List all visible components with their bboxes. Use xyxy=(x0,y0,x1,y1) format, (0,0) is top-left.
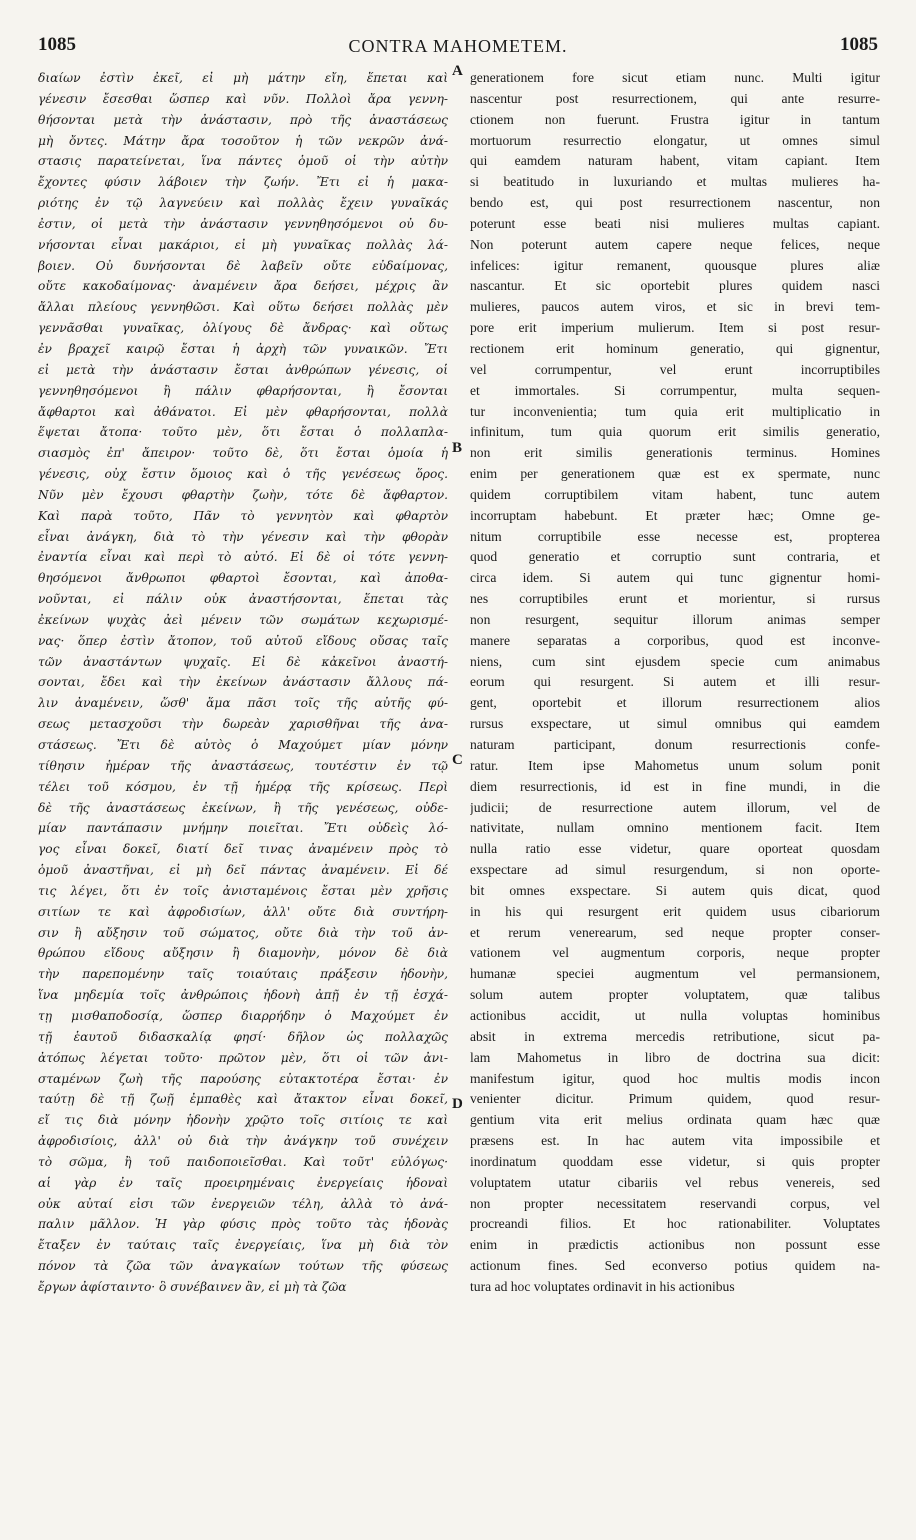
text-line: θήσονται μετὰ τὴν ἀνάστασιν, πρὸ τῆς ἀναστάσεως xyxy=(38,112,448,127)
text-line: ratur. Item ipse Mahometus unum solum ponit xyxy=(470,757,880,773)
text-line: ἀφροδισίοις, ἀλλ' οὐ διὰ τὴν ἀνάγκην τοῦ συνέχειν xyxy=(38,1134,448,1149)
text-line: nativitate, nullam omnino mentionem facit. Item xyxy=(470,820,880,836)
text-line: nascentur post resurrectionem, qui ante resurre- xyxy=(470,90,880,106)
text-line: σιασμὸς ἐπ' ἄπειρον· τοῦτο δὲ, ὅτι ἔσται ὁμοία ἡ xyxy=(38,446,448,461)
text-line: νοῦνται, εἰ πάλιν οὐκ ἀναστήσονται, ἕπεται τὰς xyxy=(38,592,448,607)
text-line: εἶναι ἀνάγκη, διὰ τὸ τὴν γένεσιν καὶ τὴν φθορὰν xyxy=(38,529,448,544)
text-line: manere separatas a corporibus, quod est inconve- xyxy=(470,632,880,648)
text-line: λιν ἀναμένειν, ὥσθ' ἅμα πᾶσι τοῖς τῆς αὐτῆς φύ- xyxy=(38,696,448,711)
section-marker-c: C xyxy=(452,752,463,768)
text-line: ὁμοῦ ἀναστῆναι, εἰ μὴ δεῖ πάντας ἀναμένειν. Εἰ δέ xyxy=(38,863,448,878)
text-line: solum autem propter voluptatem, quæ talibus xyxy=(470,987,880,1003)
text-line: vel corrumpentur, vel erunt incorruptibiles xyxy=(470,361,880,377)
text-line: mortuorum resurrectio elongatur, ut omnes simul xyxy=(470,132,880,148)
text-line: pore erit imperium mulierum. Item si post resur- xyxy=(470,320,880,336)
text-line: generationem fore sicut etiam nunc. Multi igitur xyxy=(470,70,880,85)
greek-text-column xyxy=(38,68,448,1298)
text-line: οὐκ αὐταί εἰσι τῶν ἐνεργειῶν τέλη, ἀλλὰ τὸ ἀνά- xyxy=(38,1196,448,1211)
text-line: ἄλλαι πλείους γεννηθῶσι. Καὶ οὕτω δεήσει πολλὰς μὲν xyxy=(38,300,448,315)
text-line: nitum corruptibile esse necesse est, propterea xyxy=(470,528,880,544)
text-line: ἐναντία εἶναι καὶ περὶ τὸ αὐτό. Εἰ δὲ οἱ τότε γεννη- xyxy=(38,550,448,565)
text-line: ταύτῃ δὲ τῇ ζωῇ ἐμπαθὲς καὶ ἄτακτον εἶναι δοκεῖ, xyxy=(38,1092,448,1107)
text-line: θρώπου εἴδους αὔξησιν ἢ διαμονὴν, μόνον δὲ διὰ xyxy=(38,946,448,961)
text-line: εἴ τις διὰ μόνην ἡδονὴν χρῷτο τοῖς σιτίοις τε καὶ xyxy=(38,1113,448,1128)
section-marker-d: D xyxy=(452,1096,463,1112)
text-line: actionum fines. Sed econverso potius quidem na- xyxy=(470,1258,880,1274)
text-line: σιν ἢ αὔξησιν τοῦ σώματος, οὔτε διὰ τὴν τοῦ ἀν- xyxy=(38,925,448,940)
text-line: eorum qui resurgent. Si autem et illi resur- xyxy=(470,674,880,690)
text-line: enim per generationem quæ est ex spermate, nunc xyxy=(470,466,880,482)
text-line: exspectare ad simul resurgendum, si non oporte- xyxy=(470,862,880,878)
text-line: ἵνα μηδεμία τοῖς ἀνθρώποις ἡδονὴ ἀπῇ ἐν τῇ ἐσχά- xyxy=(38,988,448,1003)
text-line: νας· ὅπερ ἐστὶν ἄτοπον, τοῦ αὐτοῦ εἴδους οὔσας ταῖς xyxy=(38,633,448,648)
text-line: venienter dicitur. Primum quidem, quod resur- xyxy=(470,1091,880,1107)
text-line: gent, oportebit et illorum resurrectionem alios xyxy=(470,695,880,711)
text-line: tura ad hoc voluptates ordinavit in his actionibus xyxy=(470,1278,735,1294)
section-marker-b: B xyxy=(452,440,463,456)
text-line: τῇ ἑαυτοῦ διδασκαλίᾳ φησί· δῆλον ὡς πολλαχῶς xyxy=(38,1029,448,1044)
text-line: nulla ratio esse videtur, quare oporteat quosdam xyxy=(470,841,880,857)
text-line: non erit similis generationis terminus. Homines xyxy=(470,445,880,461)
text-line: τίθησιν ἡμέραν τῆς ἀναστάσεως, τουτέστιν ἐν τῷ xyxy=(38,758,448,773)
text-line: quidem corruptibilem vitam habent, tunc autem xyxy=(470,486,880,502)
text-line: γένεσιν ἔσεσθαι ὥσπερ καὶ νῦν. Πολλοὶ ἄρα γεννη- xyxy=(38,91,448,106)
running-title: CONTRA MAHOMETEM. xyxy=(348,36,568,56)
text-line: incorruptam habebunt. Et præter hæc; Omne ge- xyxy=(470,507,880,523)
text-line: præsens est. In hac autem vita impossibile et xyxy=(470,1133,880,1149)
text-line: οὔτε κακοδαίμονας· ἀναμένειν ἄρα δεήσει, μέχρις ἂν xyxy=(38,279,448,294)
text-line: nascantur. Et sic oportebit plures quidem nasci xyxy=(470,278,880,294)
text-line: manifestum igitur, quod hoc multis modis incon xyxy=(470,1070,880,1086)
section-marker-a: A xyxy=(452,63,463,79)
text-line: τὸ σῶμα, ἢ τοῦ παιδοποιεῖσθαι. Καὶ τοῦτ' εὐλόγως· xyxy=(38,1154,448,1169)
text-line: στασις παρατείνεται, ἵνα πάντες ὁμοῦ οἱ τὴν αὐτὴν xyxy=(38,154,448,169)
text-line: in his qui resurgent erit quidem usus cibariorum xyxy=(470,903,880,919)
text-line: ἄφθαρτοι καὶ ἀθάνατοι. Εἰ μὲν φθαρήσονται, πολλὰ xyxy=(38,404,448,419)
text-line: γεννᾶσθαι γυναῖκας, ὀλίγους δὲ ἄνδρας· καὶ οὕτως xyxy=(38,321,448,336)
text-line: lam Mahometus in libro de doctrina sua dicit: xyxy=(470,1049,880,1065)
text-line: σιτίων τε καὶ ἀφροδισίων, ἀλλ' οὔτε διὰ συντήρη- xyxy=(38,904,448,919)
text-line: γος εἶναι δοκεῖ, διατί δεῖ τινας ἀναμένειν πρὸς τὸ xyxy=(38,842,448,857)
text-line: Καὶ παρὰ τοῦτο, Πᾶν τὸ γεννητὸν καὶ φθαρτὸν xyxy=(38,508,448,523)
text-line: Νῦν μὲν ἔχουσι φθαρτὴν ζωὴν, τότε δὲ ἄφθαρτον. xyxy=(38,487,448,502)
text-line: poterunt esse beati nisi mulieres multas capiant. xyxy=(470,215,880,231)
text-line: infelices: igitur remanent, quousque plures aliæ xyxy=(470,257,880,273)
text-line: niens, cum sint ejusdem specie cum animabus xyxy=(470,653,880,669)
text-line: si beatitudo in luxuriando et multas mulieres ha- xyxy=(470,174,880,190)
text-line: qui eamdem naturam habent, vitam capiant. Item xyxy=(470,153,880,169)
text-line: σταμένων ζωὴ τῆς παρούσης εὐτακτοτέρα ἔσται· ἐν xyxy=(38,1071,448,1086)
text-line: tur inconvenientia; tum quia erit multiplicatio in xyxy=(470,403,880,419)
text-line: procreandi filios. Et hoc rationabiliter. Voluptates xyxy=(470,1216,880,1232)
text-line: δὲ τῆς ἀναστάσεως ἐκείνων, ἢ τῆς γενέσεως, οὐδε- xyxy=(38,800,448,815)
text-line: γεννηθησόμενοι ἢ πάλιν φθαρήσονται, ἢ ἔσονται xyxy=(38,383,448,398)
text-line: εἰ μετὰ τὴν ἀνάστασιν ἔσται ἀνθρώπων γένεσις, οἱ xyxy=(38,362,448,377)
text-line: ἐστιν, οἱ μετὰ τὴν ἀνάστασιν γεννηθησόμενοι οὐ δυ- xyxy=(38,216,448,231)
text-line: voluptatem utatur cibariis vel rebus venereis, sed xyxy=(470,1174,880,1190)
text-line: absit in extrema mercedis retributione, sicut pa- xyxy=(470,1028,880,1044)
text-line: nes corruptibiles erunt et morientur, si rursus xyxy=(470,591,880,607)
running-header xyxy=(38,24,878,60)
text-line: infinitum, tum quia quorum erit similis generatio, xyxy=(470,424,880,440)
text-line: inordinatum quoddam esse videtur, si quis propter xyxy=(470,1153,880,1169)
text-line: bit omnes exspectare. Si autem quis dicat, quod xyxy=(470,882,880,898)
text-line: mulieres, paucos autem viros, et sic in brevi tem- xyxy=(470,299,880,315)
text-line: circa idem. Si autem qui tunc gignentur homi- xyxy=(470,570,880,586)
text-line: Non poterunt autem capere neque felices, neque xyxy=(470,236,880,252)
text-line: ἀτόπως λέγεται τοῦτο· πρῶτον μὲν, ὅτι οἱ τῶν ἀνι- xyxy=(38,1050,448,1065)
text-line: rectionem erit hominum generatio, qui gignentur, xyxy=(470,340,880,356)
text-line: πόνον τὰ ζῶα τῶν ἀναγκαίων τούτων τῆς φύσεως xyxy=(38,1259,448,1274)
text-line: humanæ speciei augmentum vel permansionem, xyxy=(470,966,880,982)
text-line: βοιεν. Οὐ δυνήσονται δὲ λαβεῖν οὔτε εὐδαίμονας, xyxy=(38,258,448,273)
text-line: τὴν παρεπομένην ταῖς τοιαύταις πράξεσιν ἡδονὴν, xyxy=(38,967,448,982)
latin-text-column xyxy=(470,68,880,1298)
text-line: μίαν παντάπασιν μνήμην ποιεῖται. Ἔτι οὐδεὶς λό- xyxy=(38,821,448,836)
text-line: τέλει τοῦ κόσμου, ἐν τῇ ἡμέρᾳ τῆς κρίσεως. Περὶ xyxy=(38,779,448,794)
text-line: vationem vel augmentum corporis, neque propter xyxy=(470,945,880,961)
text-line: actionibus accidit, ut nulla voluptas hominibus xyxy=(470,1007,880,1023)
text-line: ριότης ἐν τῷ λαγνεύειν καὶ πολλὰς ἔχειν γυναῖκάς xyxy=(38,196,448,211)
text-line: τῶν ἀναστάντων ψυχαῖς. Εἰ δὲ κἀκεῖνοι ἀναστή- xyxy=(38,654,448,669)
text-line: τις λέγει, ὅτι ἐν τοῖς ἀνισταμένοις ἔσται μὲν χρῆσις xyxy=(38,883,448,898)
text-line: σεως μετασχοῦσι τὴν δωρεὰν χαρισθῆναι τῆς ἀνα- xyxy=(38,717,448,732)
text-line: bendo est, qui post resurrectionem nascentur, non xyxy=(470,195,880,211)
text-line: ctionem non fuerunt. Frustra igitur in tantum xyxy=(470,111,880,127)
text-line: et rerum venerearum, sed neque propter conser- xyxy=(470,924,880,940)
text-line: αἱ γὰρ ἐν ταῖς προειρημέναις ἐνεργείαις ἡδοναὶ xyxy=(38,1175,448,1190)
text-line: judicii; de resurrectione autem illorum, vel de xyxy=(470,799,880,815)
text-line: σονται, ἔδει καὶ τὴν ἐκείνων ἀνάστασιν ἄλλους πά- xyxy=(38,675,448,690)
right-page-number: 1085 xyxy=(840,34,878,55)
text-line: θησόμενοι ἄνθρωποι φθαρτοὶ ἔσονται, καὶ ἀποθα- xyxy=(38,571,448,586)
text-line: νήσονται εἶναι μακάριοι, εἰ μὴ γυναῖκας πολλὰς λά- xyxy=(38,237,448,252)
text-line: naturam participant, donum resurrectionis confe- xyxy=(470,737,880,752)
text-line: παλιν μᾶλλον. Ἡ γὰρ φύσις πρὸς τοῦτο τὰς ἡδονὰς xyxy=(38,1217,448,1232)
text-line: non resurgent, sequitur illorum animas semper xyxy=(470,611,880,627)
text-line: ἐν βραχεῖ καιρῷ ἔσται ἡ ἀρχὴ τῶν γυναικῶν. Ἔτι xyxy=(38,341,448,356)
text-line: στάσεως. Ἔτι δὲ αὐτὸς ὁ Μαχούμετ μίαν μόνην xyxy=(38,738,448,752)
text-line: διαίων ἐστὶν ἐκεῖ, εἰ μὴ μάτην εἴη, ἕπεται καὶ xyxy=(38,71,448,85)
text-line: ἔταξεν ἐν ταύταις ταῖς ἐνεργείαις, ἵνα μὴ διὰ τὸν xyxy=(38,1238,448,1253)
text-line: γένεσις, οὐχ ἔστιν ὅμοιος καὶ ὁ τῆς γενέσεως ὅρος. xyxy=(38,467,448,482)
text-line: ἔχοντες φύσιν λάβοιεν τὴν ζωήν. Ἔτι εἰ ἡ μακα- xyxy=(38,175,448,190)
text-line: gentium vita erit melius ordinata quam hæc quæ xyxy=(470,1112,880,1128)
text-line: rursus exspectare, ut simul omnibus qui eamdem xyxy=(470,716,880,732)
text-line: ἕψεται ἄτοπα· τοῦτο μὲν, ὅτι ἔσται ὁ πολλαπλα- xyxy=(38,425,448,440)
text-line: diem resurrectionis, id est in fine mundi, in die xyxy=(470,778,880,794)
text-line: quod generatio et corruptio sunt contraria, et xyxy=(470,549,880,565)
text-line: ἔργων ἀφίσταιντο· ὃ συνέβαινεν ἂν, εἰ μὴ τὰ ζῶα xyxy=(38,1279,347,1294)
left-page-number: 1085 xyxy=(38,34,76,55)
text-line: non propter necessitatem reservandi corpus, vel xyxy=(470,1195,880,1211)
text-line: enim in prædictis actionibus non possunt esse xyxy=(470,1237,880,1253)
text-line: ἐκείνων ψυχὰς ἀεὶ μένειν τῶν σωμάτων κεχωρισμέ- xyxy=(38,612,448,627)
text-line: τῃ μισθαποδοσίᾳ, ὥσπερ διαρρήδην ὁ Μαχούμετ ἐν xyxy=(38,1008,448,1023)
text-line: et immortales. Si corrumpentur, multa sequen- xyxy=(470,382,880,398)
text-line: μὴ ὄντες. Μάτην ἄρα τοσοῦτον ἡ τῶν νεκρῶν ἀνά- xyxy=(38,133,448,148)
